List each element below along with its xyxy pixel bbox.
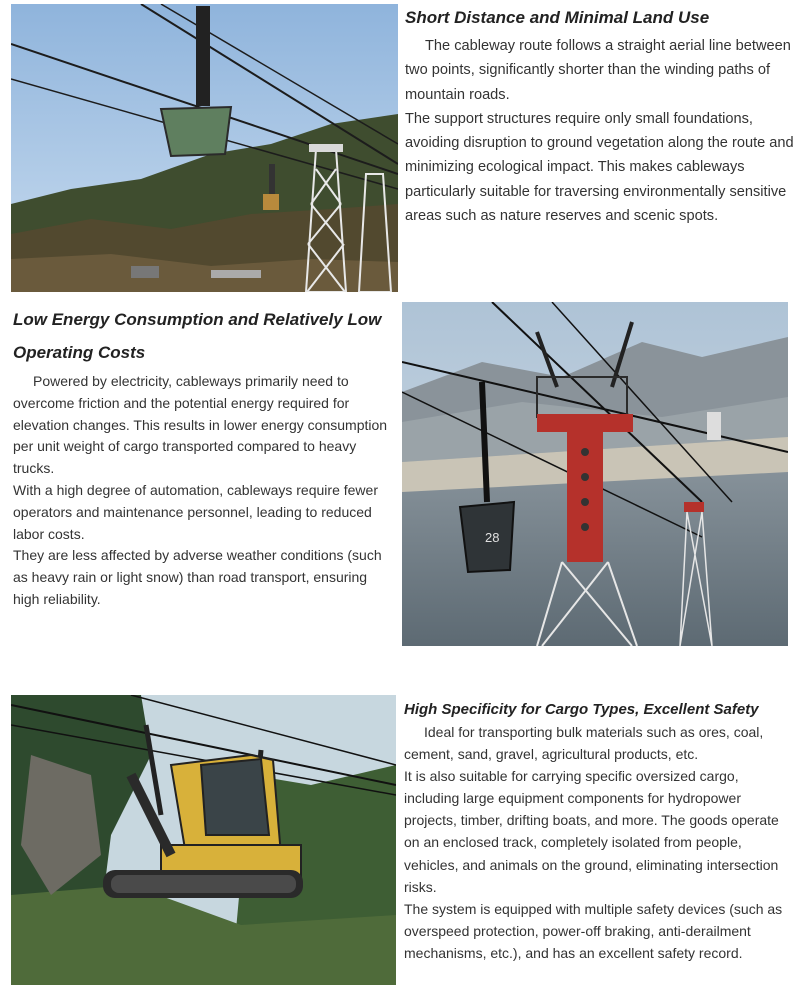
bucket-number: 28 (485, 530, 500, 545)
section-paragraph: Ideal for transporting bulk materials such as ores, coal, cement, sand, gravel, agricultural products, etc. (404, 724, 764, 763)
section-paragraph: They are less affected by adverse weather conditions (such as heavy rain or light snow) than road transport, ensuring high reliability. (13, 547, 382, 607)
section-paragraph: The cableway route follows a straight aerial line between two points, significantly shorter than the winding paths of mountain roads. (405, 38, 791, 103)
section-title: Short Distance and Minimal Land Use (405, 8, 710, 27)
section-low-energy (13, 303, 396, 611)
section-cargo-safety (404, 699, 796, 964)
photo-cableway-forest (11, 4, 398, 292)
section-title: High Specificity for Cargo Types, Excellent Safety (404, 701, 759, 718)
section-short-distance (405, 6, 795, 228)
photo-red-tower-bucket (402, 302, 788, 646)
section-title: Low Energy Consumption and Relatively Low Operating Costs (13, 310, 382, 362)
section-paragraph: It is also suitable for carrying specific oversized cargo, including large equipment components for hydropower projects, timber, drifting boats, and more. The goods operate on an enclosed track, completely isolated from people, vehicles, and animals on the ground, eliminating intersection risks. (404, 768, 779, 895)
section-paragraph: The system is equipped with multiple safety devices (such as overspeed protection, power-off braking, anti-derailment mechanisms, etc.), and has an excellent safety record. (404, 900, 783, 961)
section-paragraph: Powered by electricity, cableways primarily need to overcome friction and the potential energy required for elevation changes. This results in lower energy consumption per unit weight of cargo transported compared to heavy trucks. (13, 373, 388, 477)
photo-excavator-cable (11, 695, 396, 985)
section-paragraph: The support structures require only small foundations, avoiding disruption to ground vegetation along the route and minimizing ecological impact. This makes cableways particularly suitable for traversing environmentally sensitive areas such as nature reserves and scenic spots. (405, 110, 794, 225)
section-paragraph: With a high degree of automation, cableways require fewer operators and maintenance personnel, leading to reduced labor costs. (13, 481, 378, 542)
